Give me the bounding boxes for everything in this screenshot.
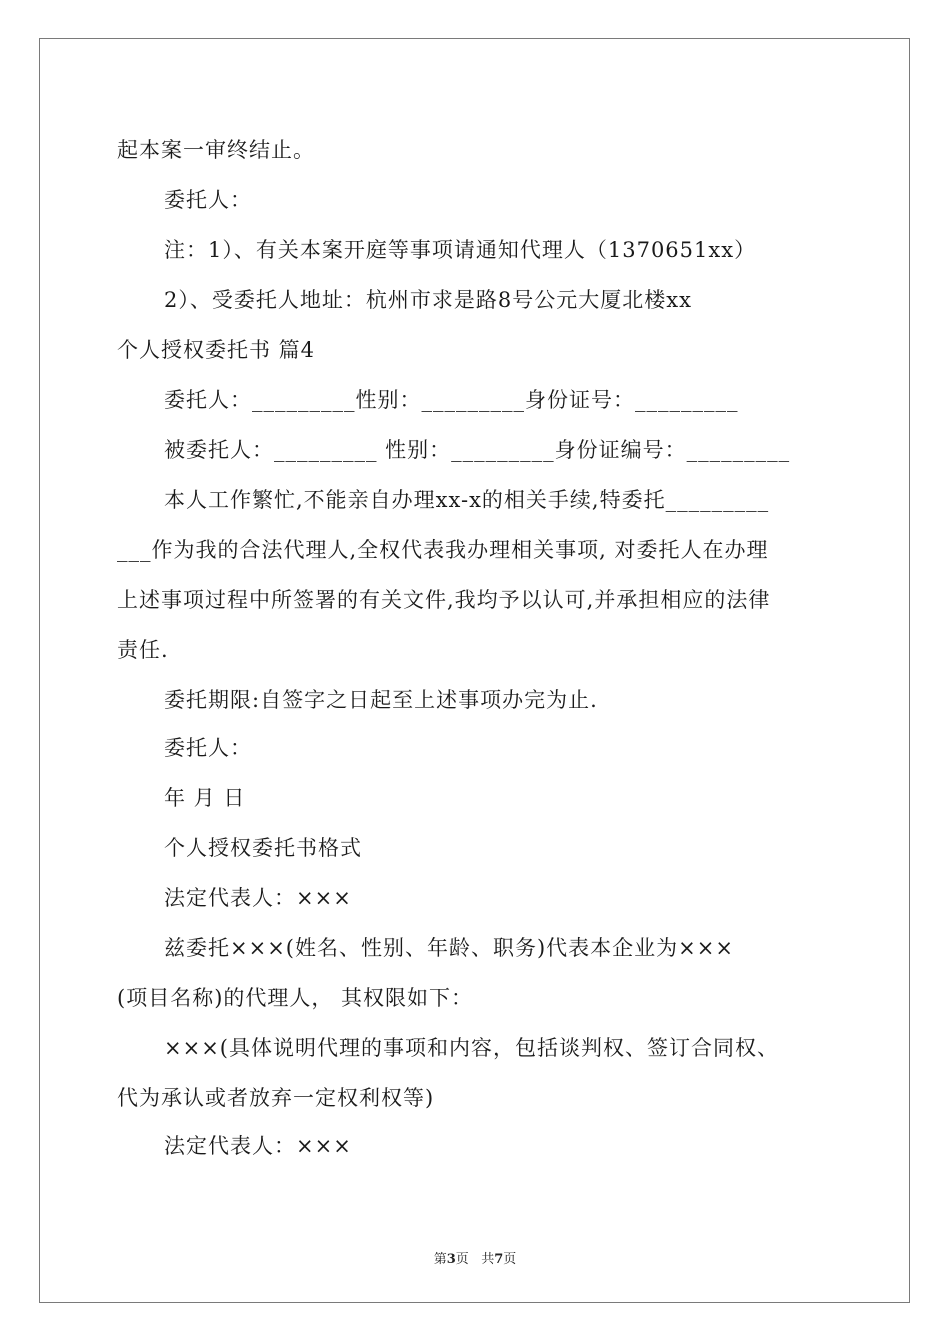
text-line-8: 本人工作繁忙,不能亲自办理xx-x的相关手续,特委托_________ — [164, 488, 770, 512]
page-number: 3 — [446, 1252, 456, 1267]
text-line-19: ×××(具体说明代理的事项和内容，包括谈判权、签订合同权、 — [164, 1036, 779, 1060]
text-line-1: 起本案一审终结止。 — [117, 138, 315, 162]
text-line-16: 法定代表人：××× — [164, 886, 352, 910]
page-border — [39, 38, 910, 1303]
text-line-10: 上述事项过程中所签署的有关文件,我均予以认可,并承担相应的法律 — [117, 588, 771, 612]
text-line-17: 兹委托×××(姓名、性别、年龄、职务)代表本企业为××× — [164, 936, 734, 960]
text-line-6: 委托人：_________性别：_________身份证号：_________ — [164, 388, 739, 412]
text-line-18: (项目名称)的代理人， 其权限如下： — [117, 986, 474, 1010]
total-prefix: 共 — [481, 1252, 495, 1267]
text-line-14: 年 月 日 — [164, 786, 246, 810]
text-line-13: 委托人： — [164, 736, 252, 760]
text-line-12: 委托期限:自签字之日起至上述事项办完为止. — [164, 688, 598, 712]
total-pages: 7 — [494, 1252, 504, 1267]
text-line-7: 被委托人：_________ 性别：_________身份证编号：_________ — [164, 438, 791, 462]
text-line-20: 代为承认或者放弃一定权利权等) — [117, 1086, 435, 1110]
text-line-2: 委托人： — [164, 188, 252, 212]
page-suffix: 页 — [455, 1252, 469, 1267]
text-line-3: 注：1）、有关本案开庭等事项请通知代理人（1370651xx） — [164, 238, 757, 262]
total-suffix: 页 — [503, 1252, 517, 1267]
text-line-11: 责任. — [117, 638, 169, 662]
text-line-9: ___作为我的合法代理人,全权代表我办理相关事项, 对委托人在办理 — [117, 538, 769, 562]
page-prefix: 第 — [433, 1252, 447, 1267]
page-footer — [0, 1248, 950, 1267]
section-heading: 个人授权委托书 篇4 — [117, 338, 316, 362]
text-line-4: 2）、受委托人地址：杭州市求是路8号公元大厦北楼xx — [164, 288, 692, 312]
text-line-21: 法定代表人：××× — [164, 1134, 352, 1158]
text-line-15: 个人授权委托书格式 — [164, 836, 362, 860]
